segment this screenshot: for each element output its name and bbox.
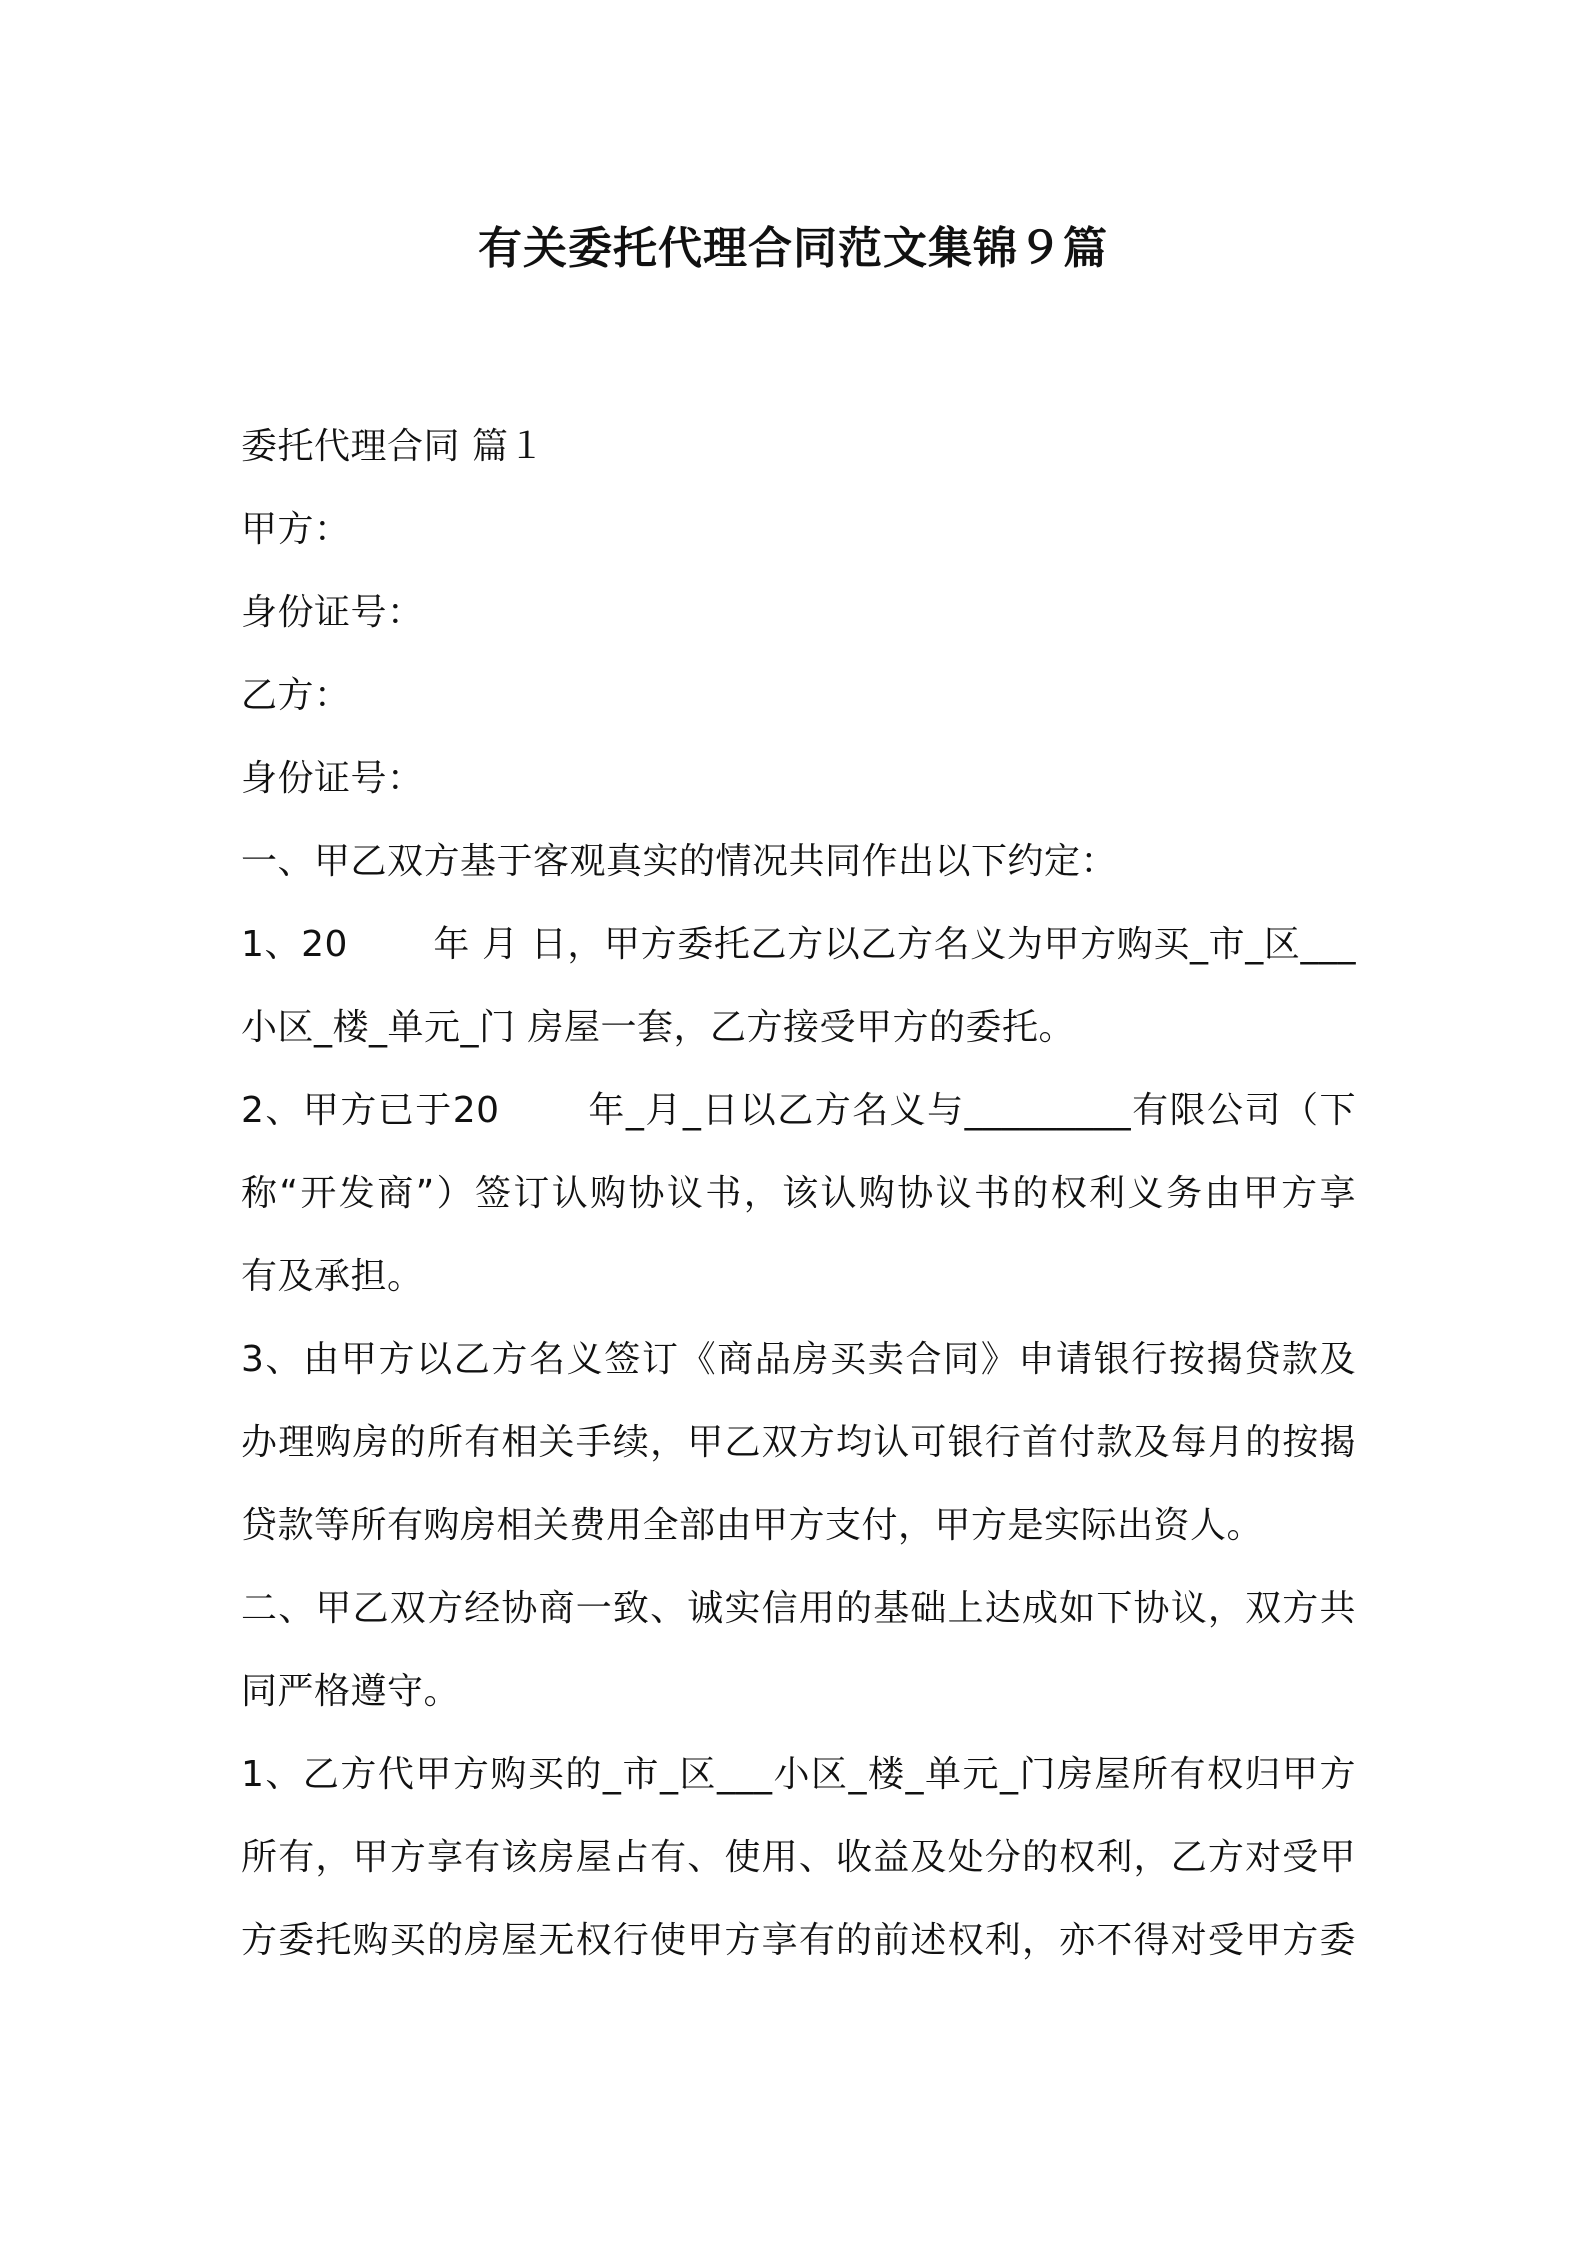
- text-line: 贷款等所有购房相关费用全部由甲方支付，甲方是实际出资人。: [241, 1505, 1264, 1546]
- text-line: 方委托购买的房屋无权行使甲方享有的前述权利，亦不得对受甲方委: [241, 1920, 1356, 1961]
- text-line: 乙方：: [241, 675, 351, 716]
- clause-1-1: [241, 903, 1356, 1069]
- party-a-field: [241, 488, 1356, 571]
- document-body: [241, 405, 1356, 1982]
- clause-heading-2: [241, 1567, 1356, 1733]
- text-line: 1、乙方代甲方购买的_市_区___小区_楼_单元_门房屋所有权归甲方: [241, 1754, 1356, 1795]
- text-line: 甲方：: [241, 509, 351, 550]
- text-line: 办理购房的所有相关手续，甲乙双方均认可银行首付款及每月的按揭: [241, 1422, 1356, 1463]
- text-line: 所有，甲方享有该房屋占有、使用、收益及处分的权利，乙方对受甲: [241, 1837, 1356, 1878]
- document-title: 有关委托代理合同范文集锦９篇: [478, 223, 1108, 274]
- clause-1-2: [241, 1069, 1356, 1318]
- clause-heading-1: [241, 820, 1356, 903]
- clause-2-1: [241, 1733, 1356, 1982]
- text-line: 有及承担。: [241, 1256, 424, 1297]
- text-line: 二、甲乙双方经协商一致、诚实信用的基础上达成如下协议，双方共: [241, 1588, 1356, 1629]
- text-line: 委托代理合同 篇１: [241, 426, 545, 467]
- text-line: 身份证号：: [241, 592, 424, 633]
- text-line: 小区_楼_单元_门 房屋一套，乙方接受甲方的委托。: [241, 1007, 1075, 1048]
- section-heading: [241, 405, 1356, 488]
- text-line: 3、由甲方以乙方名义签订《商品房买卖合同》申请银行按揭贷款及: [241, 1339, 1356, 1380]
- party-b-id-field: [241, 737, 1356, 820]
- party-a-id-field: [241, 571, 1356, 654]
- clause-1-3: [241, 1318, 1356, 1567]
- text-line: 身份证号：: [241, 758, 424, 799]
- text-line: 2、甲方已于20 年_月_日以乙方名义与_________有限公司（下: [241, 1090, 1356, 1131]
- text-line: 1、20 年 月 日，甲方委托乙方以乙方名义为甲方购买_市_区___: [241, 924, 1356, 965]
- text-line: 一、甲乙双方基于客观真实的情况共同作出以下约定：: [241, 841, 1118, 882]
- text-line: 同严格遵守。: [241, 1671, 461, 1712]
- party-b-field: [241, 654, 1356, 737]
- text-line: 称“开发商”）签订认购协议书，该认购协议书的权利义务由甲方享: [241, 1173, 1356, 1214]
